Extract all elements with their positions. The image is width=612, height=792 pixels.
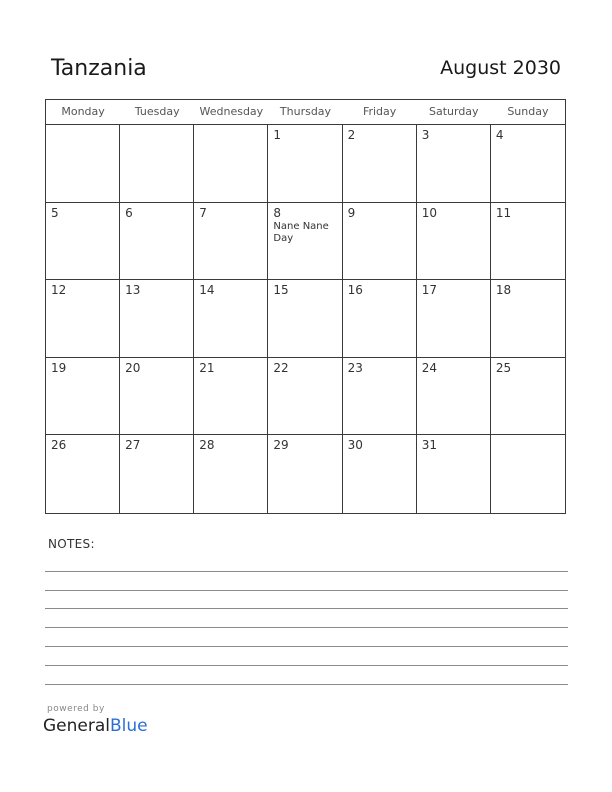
day-cell [120, 125, 194, 202]
day-cell [46, 435, 120, 513]
day-number: 25 [495, 360, 512, 375]
day-number: 2 [347, 128, 356, 142]
brand-general: General [43, 716, 110, 736]
day-cell [343, 358, 417, 435]
day-cell [194, 125, 268, 202]
week-row [46, 435, 565, 513]
day-cell [46, 358, 120, 435]
day-number: 7 [199, 205, 207, 220]
day-number: 8 [273, 205, 282, 220]
weekday-wednesday: Wednesday [199, 105, 264, 118]
brand-blue: Blue [110, 716, 148, 736]
day-number: 15 [273, 283, 289, 298]
week-row [46, 280, 565, 358]
day-cell [417, 125, 491, 202]
note-line [45, 572, 568, 591]
day-number: 6 [125, 205, 133, 220]
day-cell [46, 203, 120, 280]
calendar-grid [45, 99, 566, 514]
day-cell [194, 435, 268, 513]
day-cell [343, 435, 417, 513]
note-line [45, 647, 568, 666]
day-number: 9 [347, 205, 356, 220]
day-number: 16 [347, 283, 363, 298]
day-number: 19 [51, 360, 67, 375]
day-cell [120, 203, 194, 280]
day-cell [491, 203, 565, 280]
day-cell [194, 203, 268, 280]
day-number: 10 [421, 205, 437, 220]
holiday-label: Nane Nane Day [273, 220, 329, 244]
day-cell [417, 280, 491, 357]
day-cell [194, 280, 268, 357]
day-number: 28 [199, 438, 215, 453]
day-cell [491, 125, 565, 202]
note-line [45, 591, 568, 610]
day-number: 26 [51, 438, 67, 453]
note-line [45, 666, 568, 685]
day-cell [417, 203, 491, 280]
weekday-friday: Friday [362, 105, 397, 118]
day-number: 31 [421, 438, 437, 453]
weekday-tuesday: Tuesday [134, 105, 180, 118]
day-number: 1 [273, 128, 282, 142]
notes-label: NOTES: [48, 537, 95, 551]
day-cell [268, 358, 342, 435]
day-number: 14 [199, 283, 215, 298]
day-cell [194, 358, 268, 435]
day-cell [268, 435, 342, 513]
day-cell [491, 280, 565, 357]
day-cell [120, 358, 194, 435]
week-row [46, 203, 565, 281]
day-cell [343, 125, 417, 202]
weekday-monday: Monday [61, 105, 105, 118]
country-title: Tanzania [51, 56, 147, 81]
weekday-saturday: Saturday [428, 105, 479, 118]
day-cell [46, 125, 120, 202]
powered-by-text: powered by [47, 704, 105, 714]
day-number: 24 [421, 360, 437, 375]
day-cell [417, 435, 491, 513]
day-cell [343, 203, 417, 280]
day-cell [120, 280, 194, 357]
day-number: 22 [273, 360, 289, 375]
week-row [46, 125, 565, 203]
day-cell [46, 280, 120, 357]
weekday-header-row [46, 100, 565, 125]
weekday-thursday: Thursday [279, 105, 332, 118]
note-line [45, 628, 568, 647]
generalblue-logo [43, 716, 148, 736]
weekday-sunday: Sunday [507, 105, 549, 118]
day-number: 13 [125, 283, 141, 298]
day-number: 5 [51, 205, 59, 220]
day-cell [268, 125, 342, 202]
day-cell [120, 435, 194, 513]
day-cell [268, 203, 342, 280]
notes-lines [45, 553, 568, 685]
day-number: 23 [347, 360, 363, 375]
day-number: 29 [273, 438, 289, 453]
day-cell [491, 435, 565, 513]
day-number: 21 [199, 360, 215, 375]
day-cell [491, 358, 565, 435]
day-number: 11 [495, 205, 512, 220]
day-cell [343, 280, 417, 357]
day-number: 18 [495, 283, 512, 298]
day-cell [417, 358, 491, 435]
day-cell [268, 280, 342, 357]
note-line [45, 609, 568, 628]
day-number: 4 [495, 128, 504, 142]
week-row [46, 358, 565, 436]
day-number: 3 [421, 128, 430, 142]
month-year-title: August 2030 [440, 57, 561, 79]
note-line [45, 553, 568, 572]
day-number: 20 [125, 360, 141, 375]
day-number: 17 [421, 283, 437, 298]
day-number: 27 [125, 438, 141, 453]
day-number: 12 [51, 283, 67, 298]
day-number: 30 [347, 438, 363, 453]
weeks-container [46, 125, 565, 513]
